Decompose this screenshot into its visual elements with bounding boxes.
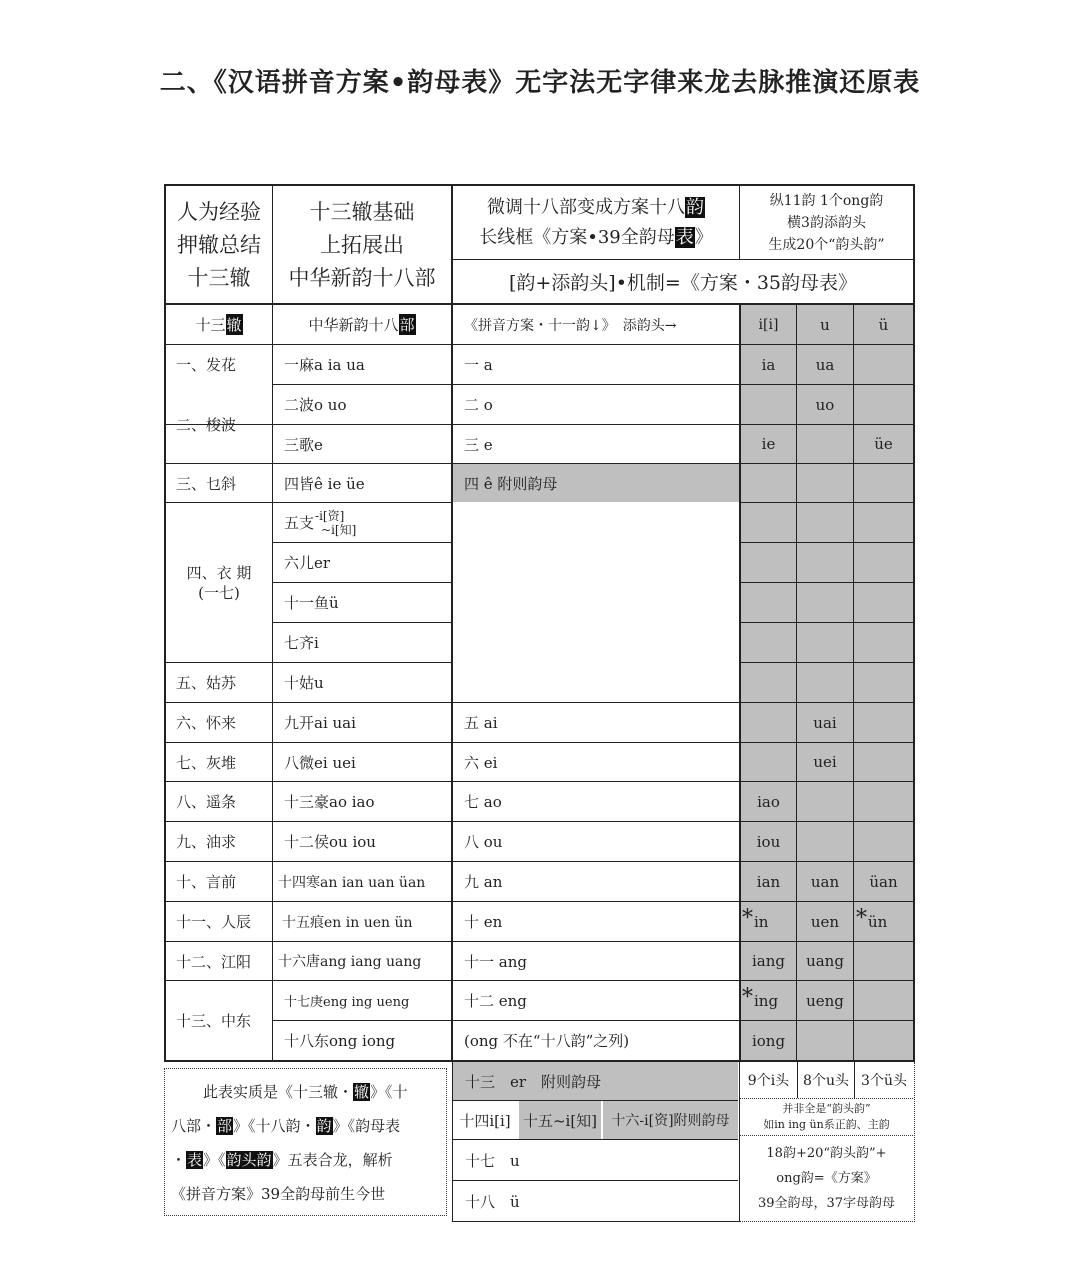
head-cell: ian [756, 872, 781, 891]
head-cell: * ing [742, 985, 779, 1010]
head-cell: uen [810, 912, 840, 931]
yun-2: 二 o [464, 396, 493, 414]
yun-6: 六 ei [464, 753, 498, 772]
bu-9: 九开ai uai [284, 714, 356, 732]
yun-12: 十二 eng [464, 992, 527, 1010]
yun-9: 九 an [464, 873, 503, 891]
subheader-zhe: 十三 辙 [195, 316, 242, 334]
appendix-er: 十三 er 附则韵母 [453, 1062, 738, 1100]
head-cell: iong [751, 1031, 786, 1050]
bu-17: 十七庚eng ing ueng [284, 995, 410, 1010]
head-cell: iao [757, 792, 780, 811]
head-cell: iou [756, 832, 781, 851]
zhe-12: 十二、江阳 [176, 952, 252, 971]
bu-11: 十一鱼ü [284, 594, 339, 612]
zhe-6: 六、怀来 [176, 714, 237, 732]
head-cell: iang [751, 952, 785, 970]
bu-12: 十二侯ou iou [284, 833, 376, 851]
bu-6: 六儿er [284, 554, 331, 572]
zhe-11: 十一、人辰 [176, 913, 252, 931]
yun-1: 一 a [464, 356, 493, 374]
zhe-13: 十三、中东 [176, 1012, 252, 1030]
subheader-bu: 中华新韵十八 部 [308, 316, 415, 334]
head-cell: uang [806, 952, 844, 970]
head-cell: üe [874, 435, 893, 453]
head-counts: 9个i头 8个u头 3个ü头 [740, 1062, 913, 1098]
zhe-7: 七、灰堆 [176, 753, 237, 772]
appendix-i-row: 十四i[i] 十五~i[知] 十六-i[资]附则韵母 [453, 1100, 738, 1140]
zhe-1: 一、发花 [176, 356, 237, 374]
zhe-5: 五、姑苏 [176, 674, 237, 692]
bu-3: 三歌e [284, 435, 323, 454]
appendix-u: 十七 u [465, 1151, 520, 1170]
zhe-9: 九、油求 [176, 833, 237, 851]
summary-note: 此表实质是《十三辙・辙》《十 八部・部》《十八韵・韵》《韵母表 ・表》《韵头韵》五表合龙，解析 《拼音方案》39全韵母前生今世 [164, 1068, 447, 1216]
zhe-2: 二、梭波 [176, 415, 237, 434]
yun-4: 四 ê 附则韵母 [464, 474, 558, 493]
bu-14: 十四寒an ian uan üan [278, 874, 426, 891]
yun-10: 十 en [464, 913, 503, 931]
head-cell: uai [813, 713, 837, 732]
header-mechanism: [韵+添韵头]•机制=《方案・35韵母表》 [508, 272, 858, 294]
total-note: 18韵+20“韵头韵”+ ong韵=《方案》 39全韵母，37字母韵母 [757, 1145, 896, 1211]
bu-15: 十五痕en in uen ün [282, 914, 413, 931]
bu-7: 七齐i [284, 634, 319, 652]
bu-13: 十三豪ao iao [284, 793, 375, 811]
yun-7: 七 ao [464, 793, 502, 811]
head-cell: ia [761, 355, 776, 374]
head-cell: uo [815, 395, 835, 414]
bu-18: 十八东ong iong [284, 1032, 396, 1050]
appendix-block [452, 1062, 740, 1222]
header-eighteen-parts: 十三辙基础 上拓展出 中华新韵十八部 [288, 199, 436, 290]
head-u-label: u [820, 315, 830, 334]
zhe-3: 三、乜斜 [176, 474, 237, 493]
yun-5: 五 ai [464, 714, 498, 732]
appendix-v: 十八 ü [465, 1192, 520, 1211]
head-cell: ie [761, 435, 776, 453]
yun-ong-note: (ong 不在“十八韵”之列) [464, 1032, 630, 1050]
bu-10: 十姑u [284, 674, 324, 692]
header-scheme: 微调十八部变成方案十八韵 长线框《方案•39全韵母表》 [479, 196, 713, 248]
bu-4: 四皆ê ie üe [284, 474, 365, 493]
head-v-label: ü [878, 315, 889, 334]
yun-11: 十一 ang [464, 952, 527, 971]
yun-3: 三 e [464, 435, 493, 454]
head-cell: ueng [806, 991, 844, 1010]
rhyme-table [164, 184, 915, 1062]
header-experience: 人为经验 押辙总结 十三辙 [177, 199, 261, 290]
head-cell: uan [810, 872, 840, 891]
bu-5: 五支 -i[资] ~i[知] [284, 508, 357, 537]
count-block [740, 1062, 915, 1222]
head-i-label: i[i] [758, 316, 779, 333]
head-cell: üan [869, 872, 898, 891]
subheader-yun: 《拼音方案・十一韵↓》 添韵头→ [464, 317, 677, 334]
bu-8: 八微ei uei [284, 753, 356, 772]
head-cell: * in [742, 906, 769, 931]
bu-1: 一麻a ia ua [284, 356, 365, 374]
head-cell: * ün [856, 906, 888, 931]
head-note: 并非全是“韵头韵” 如in ing ün系正韵、主韵 [740, 1098, 913, 1136]
header-head-rhymes: 纵11韵 1个ong韵 横3韵添韵头 生成20个“韵头韵” [768, 192, 885, 253]
yun-8: 八 ou [464, 833, 503, 851]
page-title: 二、《汉语拼音方案•韵母表》无字法无字律来龙去脉推演还原表 [159, 68, 921, 98]
bu-16: 十六唐ang iang uang [278, 954, 422, 970]
head-cell: ua [815, 355, 835, 374]
zhe-10: 十、言前 [176, 873, 237, 891]
bu-2: 二波o uo [284, 396, 347, 414]
head-cell: uei [813, 753, 837, 771]
zhe-8: 八、遥条 [176, 793, 237, 811]
zhe-4: 四、衣 期 (一七) [186, 563, 252, 602]
